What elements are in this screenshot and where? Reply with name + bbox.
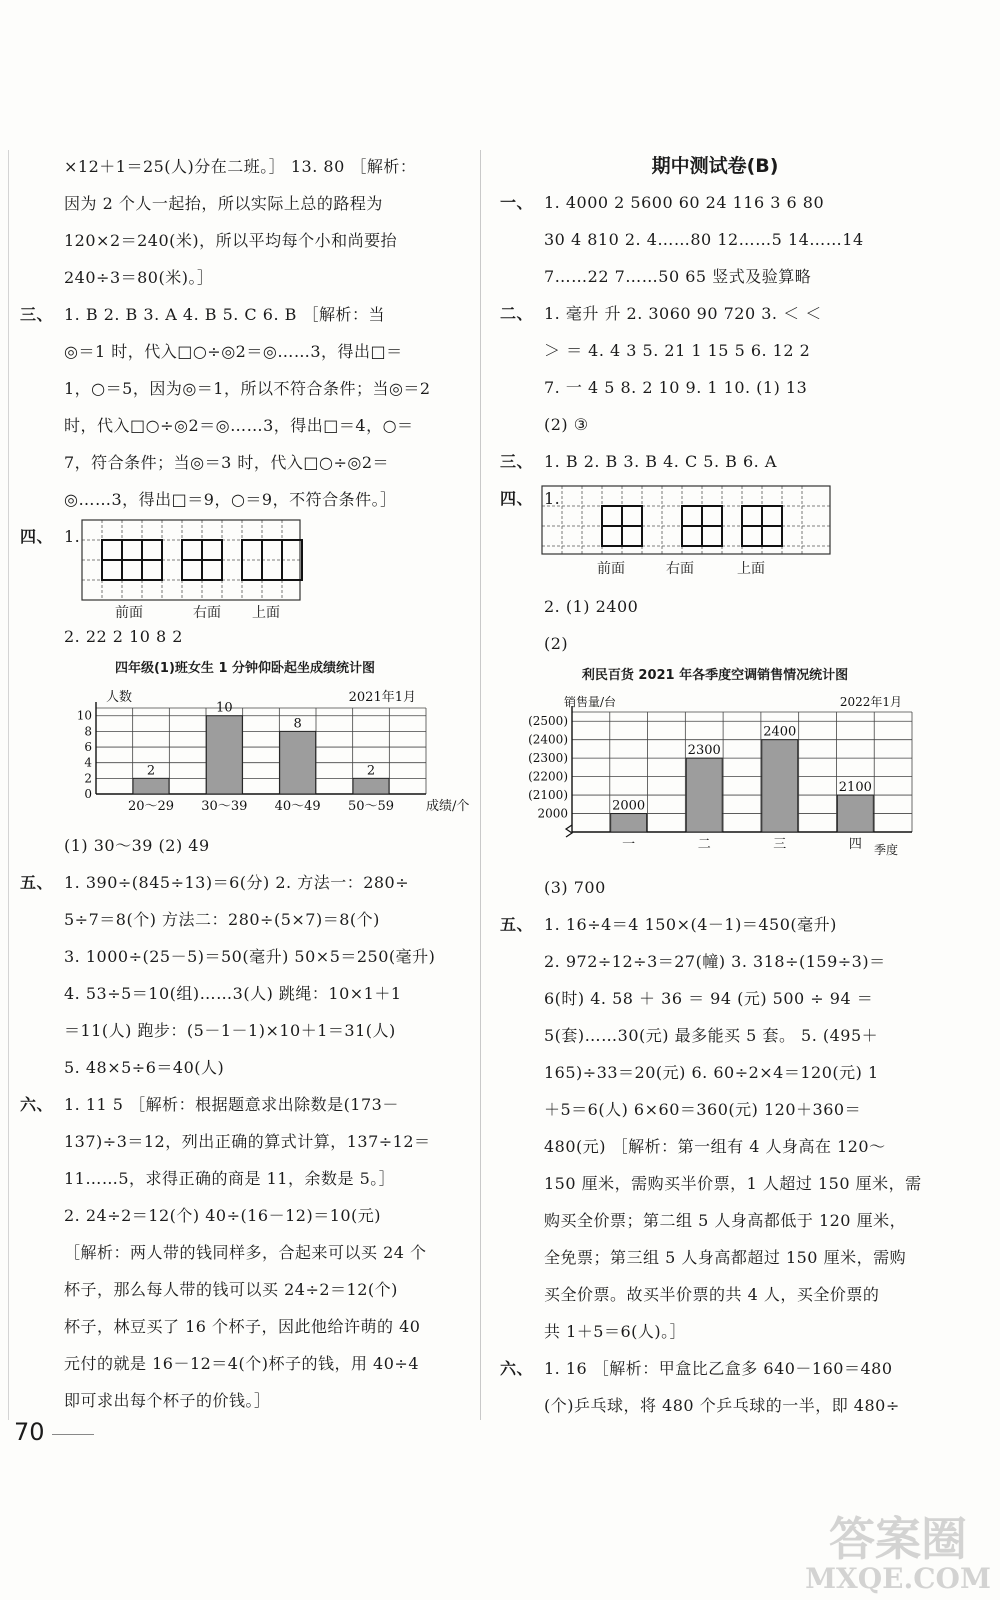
text-line: 480(元) ［解析：第一组有 4 人身高在 120～ [544, 1137, 886, 1156]
data-label: 2300 [687, 743, 721, 759]
text-line: 1. 11 5 ［解析：根据题意求出除数是(173－ [64, 1095, 399, 1114]
section-label: 六、 [500, 1359, 534, 1378]
section-label: 三、 [500, 452, 534, 471]
chart-date: 2022年1月 [839, 695, 902, 709]
view-grid-figure [500, 480, 930, 588]
y-tick-label: (2100) [528, 788, 568, 803]
data-label: 2000 [612, 798, 646, 814]
section-label: 三、 [20, 305, 54, 324]
text-line: 2. (1) 2400 [544, 597, 639, 616]
text-line: 5. 48×5÷6＝40(人) [64, 1058, 225, 1077]
text-line: 因为 2 个人一起抬，所以实际上总的路程为 [64, 194, 383, 213]
x-tick-label: 二 [697, 837, 711, 852]
y-tick-label: (2300) [528, 751, 568, 766]
section-label: 五、 [500, 915, 534, 934]
text-line: 1. 16 ［解析：甲盒比乙盒多 640－160＝480 [544, 1359, 893, 1378]
text-line: ＋5＝6(人) 6×60＝360(元) 120＋360＝ [544, 1100, 862, 1119]
right-section-1 [500, 184, 930, 295]
y-axis-label: 人数 [106, 690, 133, 705]
text-line: 杯子，林豆买了 16 个杯子，因此他给许萌的 40 [64, 1317, 421, 1336]
text-line: 4. 53÷5＝10(组)……3(人) 跳绳：10×1＋1 [64, 984, 402, 1003]
watermark-logo [805, 1500, 991, 1595]
left-bar-chart [20, 683, 470, 823]
y-axis-label: 销售量/台 [564, 695, 617, 709]
left-section-6 [20, 1086, 470, 1419]
svg-text:答案圈: 答案圈 [829, 1512, 967, 1566]
column-divider [480, 150, 481, 1420]
left-block-continuation [20, 148, 470, 296]
text-line: 买全价票。故买半价票的共 4 人，买全价票的 [544, 1285, 880, 1304]
view-label: 右面 [193, 605, 221, 621]
text-line: 11……5，求得正确的商是 11，余数是 5。］ [64, 1169, 396, 1188]
data-label: 2 [146, 763, 156, 779]
text-line: ◎……3，得出□＝9，○＝9，不符合条件。］ [64, 490, 397, 509]
bar [280, 731, 316, 794]
data-label: 2400 [763, 724, 797, 740]
y-tick-label: 4 [84, 755, 92, 770]
right-section-2 [500, 295, 930, 443]
text-line: 240÷3＝80(米)。］ [64, 268, 214, 287]
axis-break-mark [566, 825, 572, 837]
item-number: 1. [64, 527, 81, 546]
view-label: 前面 [597, 561, 625, 577]
right-column [500, 148, 930, 1424]
section-label: 四、 [20, 527, 54, 546]
x-tick-label: 一 [622, 837, 636, 852]
x-tick-label: 20～29 [127, 799, 175, 814]
text-line: (2) ③ [544, 415, 589, 434]
section-label: 四、 [500, 489, 534, 508]
left-section-4 [20, 518, 470, 864]
right-section-4 [500, 480, 930, 906]
y-tick-label: 0 [84, 787, 92, 801]
watermark-text: MXQE.COM [805, 1562, 991, 1595]
bar [353, 778, 389, 794]
text-line: 6(时) 4. 58 ＋ 36 ＝ 94 (元) 500 ÷ 94 ＝ [544, 989, 874, 1008]
right-section-5 [500, 906, 930, 1350]
right-section-6 [500, 1350, 930, 1424]
y-tick-label: 2 [84, 771, 92, 786]
bar [611, 814, 647, 832]
right-bar-chart [500, 690, 930, 865]
text-line: 3. 1000÷(25－5)＝50(毫升) 50×5＝250(毫升) [64, 947, 436, 966]
text-line: ［解析：两人带的钱同样多，合起来可以买 24 个 [64, 1243, 427, 1262]
bar [837, 795, 873, 832]
text-line: ＝11(人) 跑步：(5－1－1)×10＋1＝31(人) [64, 1021, 396, 1040]
text-line: (3) 700 [544, 878, 606, 897]
text-line: 137)÷3＝12，列出正确的算式计算，137÷12＝ [64, 1132, 431, 1151]
text-line: 30 4 810 2. 4……80 12……5 14……14 [544, 230, 864, 249]
chart-date: 2021年1月 [348, 690, 416, 705]
view-grid-svg [540, 484, 860, 570]
text-line: 1. 16÷4＝4 150×(4－1)＝450(毫升) [544, 915, 837, 934]
text-line: (个)乒乓球，将 480 个乒乓球的一半，即 480÷ [544, 1396, 900, 1415]
left-section-3 [20, 296, 470, 518]
section-label: 五、 [20, 873, 54, 892]
bar [133, 778, 169, 794]
view-label: 上面 [737, 561, 765, 577]
view-label: 右面 [666, 561, 694, 577]
y-tick-label: (2200) [528, 769, 568, 784]
section-label: 六、 [20, 1095, 54, 1114]
view-label: 上面 [252, 605, 280, 621]
text-line: 1. B 2. B 3. A 4. B 5. C 6. B ［解析：当 [64, 305, 385, 324]
y-tick-label: 6 [84, 740, 92, 755]
x-axis-label: 季度 [874, 843, 899, 857]
text-line: 7. 一 4 5 8. 2 10 9. 1 10. (1) 13 [544, 378, 808, 397]
x-tick-label: 四 [848, 837, 862, 852]
text-line: 即可求出每个杯子的价钱。］ [64, 1391, 271, 1410]
text-line: 2. 22 2 10 8 2 [64, 627, 183, 646]
text-line: 1. 4000 2 5600 60 24 116 3 6 80 [544, 193, 825, 212]
text-line: 5÷7＝8(个) 方法二：280÷(5×7)＝8(个) [64, 910, 380, 929]
text-line: 全免票；第三组 5 人身高都超过 150 厘米，需购 [544, 1248, 907, 1267]
data-label: 8 [293, 716, 302, 732]
x-tick-label: 40～49 [274, 799, 321, 814]
item-number: 1. [544, 489, 561, 508]
bar [762, 740, 798, 832]
text-line: 杯子，那么每人带的钱可以买 24÷2＝12(个) [64, 1280, 398, 1299]
text-line: 165)÷33＝20(元) 6. 60÷2×4＝120(元) 1 [544, 1063, 879, 1082]
text-line: 5(套)……30(元) 最多能买 5 套。 5. (495＋ [544, 1026, 879, 1045]
text-line: 元付的就是 16－12＝4(个)杯子的钱，用 40÷4 [64, 1354, 420, 1373]
y-tick-label: 2000 [537, 806, 568, 821]
text-line: ◎＝1 时，代入□○÷◎2＝◎……3，得出□＝ [64, 342, 403, 361]
text-line: 150 厘米，需购买半价票，1 人超过 150 厘米，需 [544, 1174, 922, 1193]
y-tick-label: (2400) [528, 732, 568, 747]
text-line: 2. 972÷12÷3＝27(幢) 3. 318÷(159÷3)＝ [544, 952, 886, 971]
bar [686, 758, 722, 832]
y-tick-label: (2500) [528, 714, 568, 729]
text-line: 1. 毫升 升 2. 3060 90 720 3. ＜ ＜ [544, 304, 822, 323]
page-edge-line [8, 150, 9, 1420]
text-line: 7……22 7……50 65 竖式及验算略 [544, 267, 812, 286]
page-number: 70 [14, 1418, 45, 1446]
right-section-3 [500, 443, 930, 480]
bar [206, 716, 242, 794]
view-grid-figure [20, 518, 470, 621]
left-section-5 [20, 864, 470, 1086]
text-line: 1. 390÷(845÷13)＝6(分) 2. 方法一：280÷ [64, 873, 410, 892]
data-label: 2 [366, 763, 376, 779]
x-tick-label: 三 [773, 837, 787, 852]
y-tick-label: 10 [76, 708, 92, 723]
section-label: 二、 [500, 304, 534, 323]
text-line: (1) 30～39 (2) 49 [64, 836, 210, 855]
page-number-rule [52, 1434, 94, 1435]
text-line: 7，符合条件；当◎＝3 时，代入□○÷◎2＝ [64, 453, 390, 472]
section-label: 一、 [500, 193, 534, 212]
text-line: (2) [544, 634, 569, 653]
left-column [20, 148, 470, 1419]
y-tick-label: 8 [84, 724, 92, 739]
chart-title: 利民百货 2021 年各季度空调销售情况统计图 [581, 668, 849, 683]
text-line: 1. B 2. B 3. B 4. C 5. B 6. A [544, 452, 777, 471]
text-line: 2. 24÷2＝12(个) 40÷(16－12)＝10(元) [64, 1206, 382, 1225]
text-line: ×12＋1＝25(人)分在二班。］ 13. 80 ［解析： [64, 157, 417, 176]
page-title: 期中测试卷(B) [651, 155, 779, 177]
text-line: 共 1＋5＝6(人)。］ [544, 1322, 687, 1341]
chart-title: 四年级(1)班女生 1 分钟仰卧起坐成绩统计图 [114, 661, 376, 676]
text-line: 120×2＝240(米)，所以平均每个小和尚要抬 [64, 231, 398, 250]
x-axis-label: 成绩/个 [426, 799, 470, 814]
view-label: 前面 [115, 605, 143, 621]
text-line: 1，○＝5，因为◎＝1，所以不符合条件；当◎＝2 [64, 379, 431, 398]
text-line: ＞ ＝ 4. 4 3 5. 21 1 15 5 6. 12 2 [544, 341, 811, 360]
data-label: 10 [216, 700, 233, 716]
data-label: 2100 [838, 780, 872, 796]
text-line: 购买全价票；第二组 5 人身高都低于 120 厘米， [544, 1211, 907, 1230]
x-tick-label: 50～59 [347, 799, 395, 814]
text-line: 时，代入□○÷◎2＝◎……3，得出□＝4，○＝ [64, 416, 414, 435]
x-tick-label: 30～39 [201, 799, 248, 814]
